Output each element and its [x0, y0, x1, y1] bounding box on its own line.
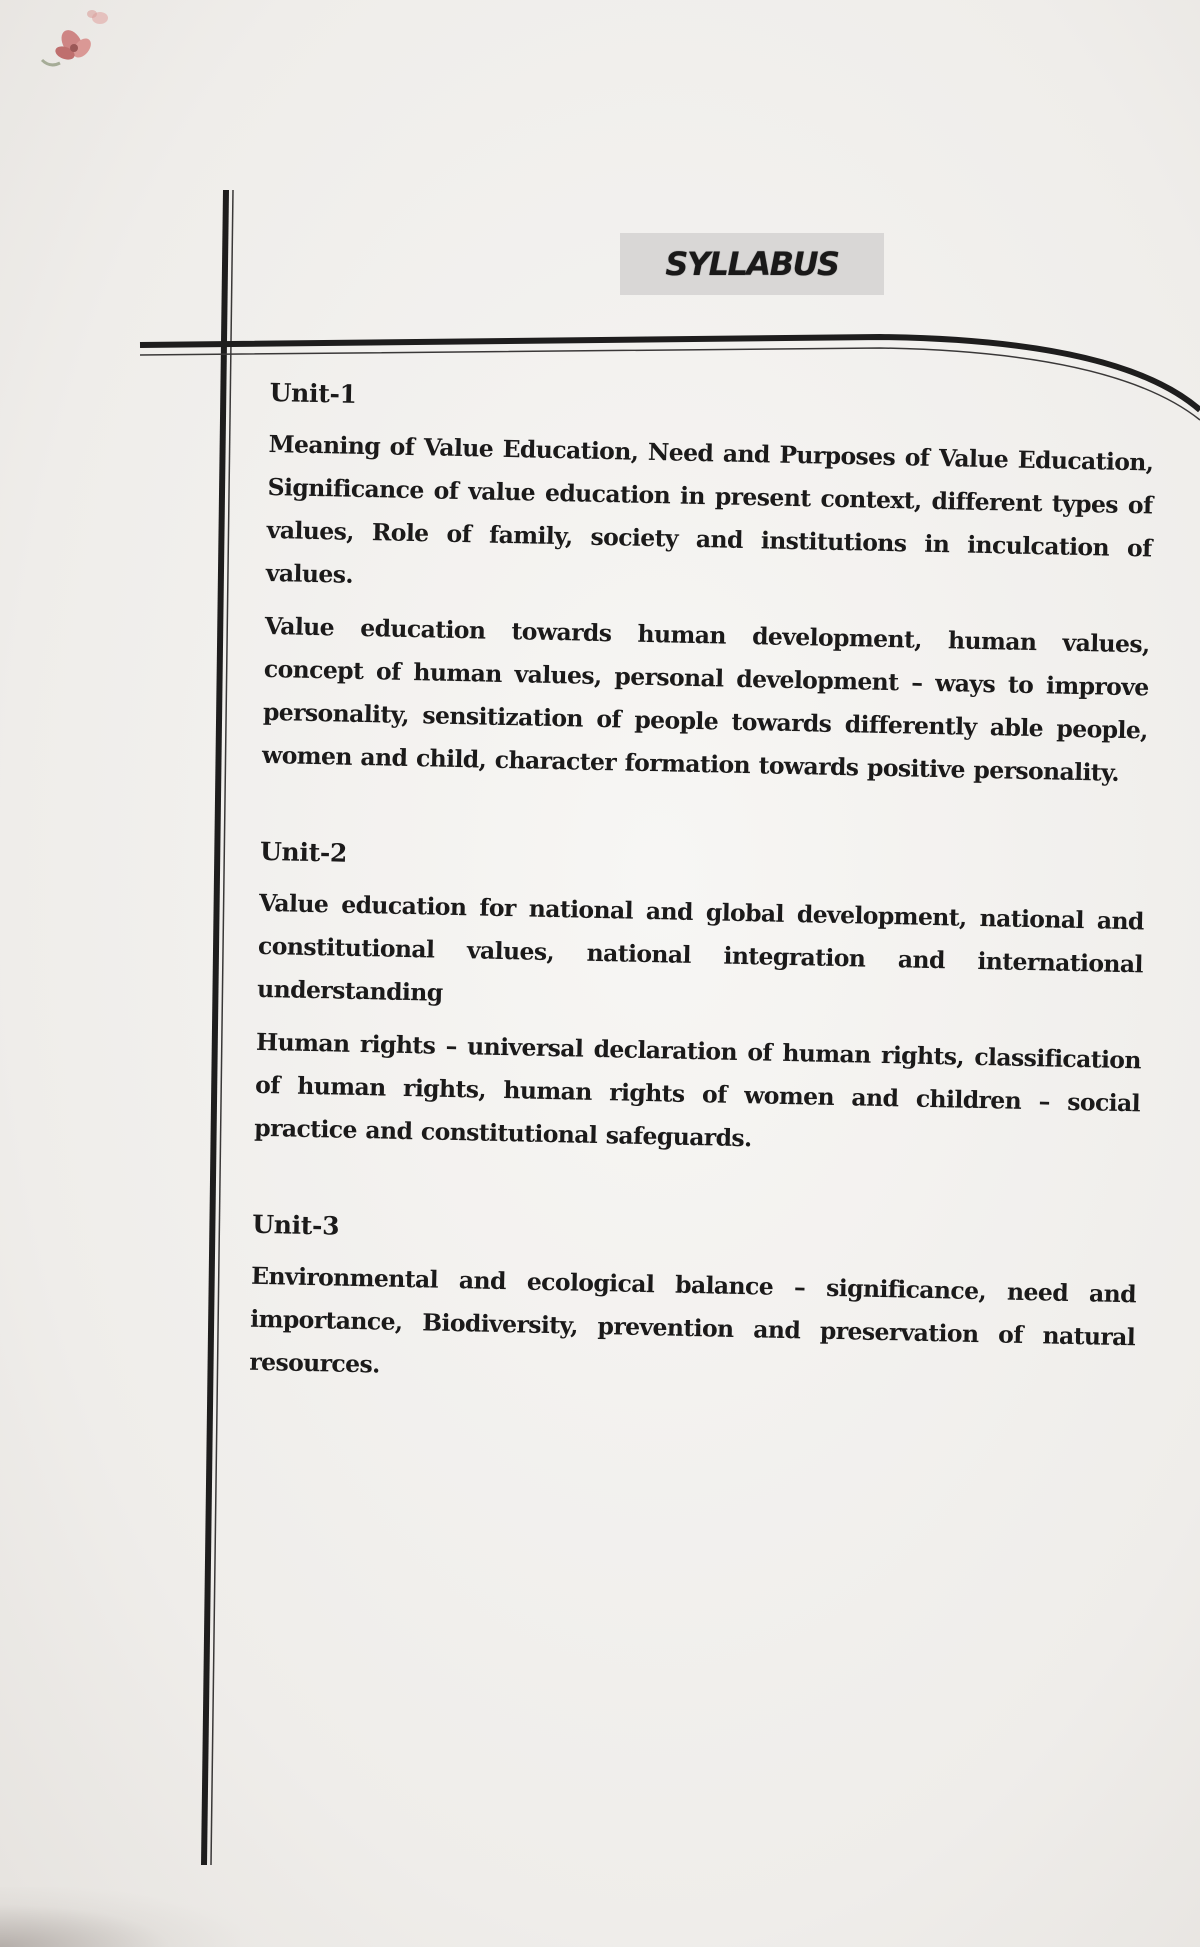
- unit-heading: Unit-3: [251, 1209, 340, 1241]
- unit-heading: Unit-1: [269, 378, 357, 409]
- unit-paragraph: Value education for national and global development, national and constitutional values, national integration and international understanding: [256, 888, 1145, 1007]
- title-box: [620, 233, 884, 295]
- unit-heading: Unit-2: [259, 836, 348, 868]
- unit-paragraph: Value education towards human development, human values, concept of human values, personal development – ways to improve personality, sensitization of people towards differently able people, women and child, character formation towards positive personality.: [261, 611, 1150, 787]
- unit-section: [249, 1210, 1137, 1402]
- unit-paragraph: Environmental and ecological balance – significance, need and importance, Biodiversity, prevention and preservation of natural resources.: [249, 1261, 1137, 1379]
- syllabus-content: [249, 378, 1155, 1412]
- page-title: SYLLABUS: [665, 245, 839, 283]
- unit-paragraph: Meaning of Value Education, Need and Purposes of Value Education, Significance of value education in present context, different types of values, Role of family, society and institutions in inculcation of values.: [265, 429, 1154, 589]
- unit-section: [254, 837, 1145, 1168]
- unit-paragraph: Human rights – universal declaration of human rights, classification of human rights, human rights of women and children – social practice and constitutional safeguards.: [253, 1027, 1142, 1153]
- unit-section: [262, 378, 1155, 795]
